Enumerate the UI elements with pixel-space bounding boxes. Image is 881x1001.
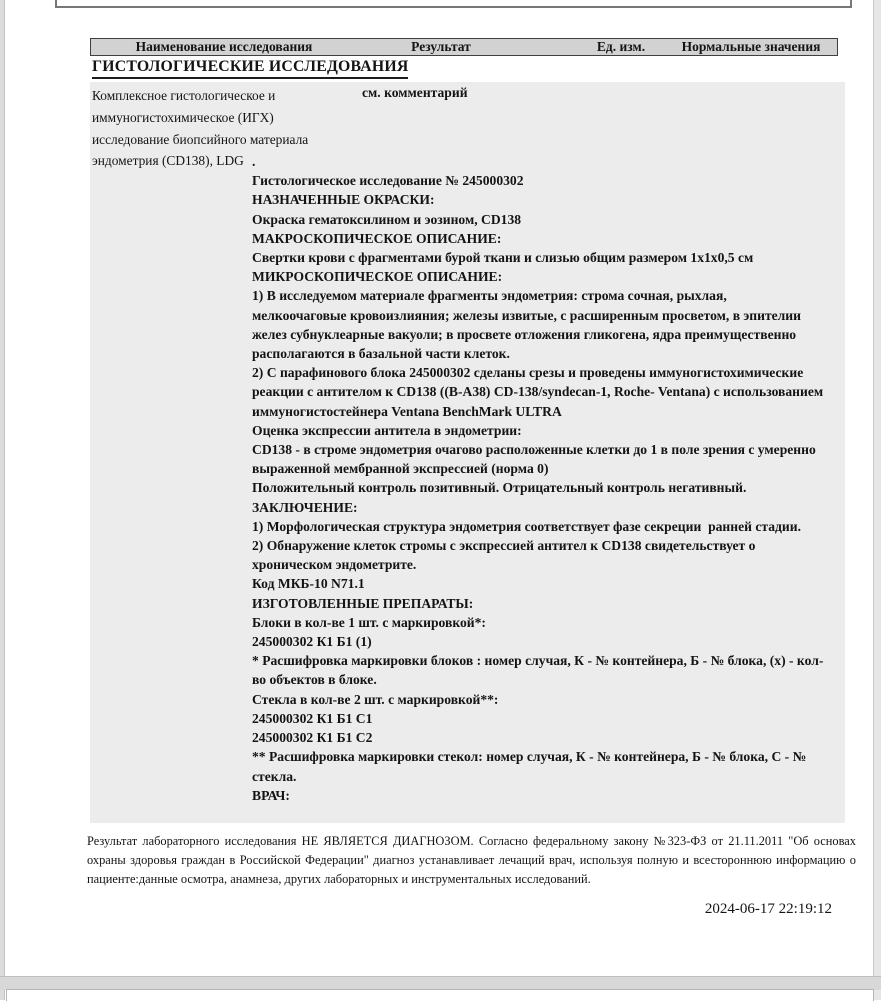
comment-line: 245000302 К1 Б1 С2 [252, 730, 373, 746]
section-title: ГИСТОЛОГИЧЕСКИЕ ИССЛЕДОВАНИЯ [92, 58, 408, 79]
comment-line: CD138 - в строме эндометрия очагово расположенные клетки до 1 в поле зрения с умеренно выраженной мембранной экспрессией (норма 0) [252, 442, 820, 477]
column-header-result: Результат [411, 39, 471, 54]
comment-line: МИКРОСКОПИЧЕСКОЕ ОПИСАНИЕ: [252, 269, 503, 285]
comment-line: Стекла в кол-ве 2 шт. с маркировкой**: [252, 691, 499, 707]
comment-line: Гистологическое исследование № 245000302 [252, 173, 524, 189]
test-name-line: иммуногистохимическое (ИГХ) [92, 109, 274, 125]
previous-table-remnant [55, 0, 852, 8]
test-name-line: Комплексное гистологическое и [92, 88, 276, 103]
comment-line: Код МКБ-10 N71.1 [252, 576, 365, 592]
comment-line: Положительный контроль позитивный. Отрицательный контроль негативный. [252, 480, 747, 496]
viewer-edge-left [0, 0, 5, 1000]
comment-line: Окраска гематоксилином и эозином, CD138 [252, 211, 522, 227]
comment-line: Блоки в кол-ве 1 шт. с маркировкой*: [252, 614, 486, 630]
comment-line: 1) Морфологическая структура эндометрия соответствует фазе секреции ранней стадии. [252, 518, 801, 534]
results-table-header [90, 38, 838, 56]
comment-line: ЗАКЛЮЧЕНИЕ: [252, 499, 358, 515]
report-timestamp: 2024-06-17 22:19:12 [704, 901, 832, 917]
column-header-test-name: Наименование исследования [135, 39, 313, 54]
comment-line: * Расшифровка маркировки блоков : номер случая, К - № контейнера, Б - № блока, (х) - кол-во объектов в блоке. [252, 653, 824, 688]
result-block [90, 82, 845, 823]
comment-dot: . [252, 154, 256, 169]
comment-line: 2) С парафинового блока 245000302 сделаны срезы и проведены иммуногистохимические реакции с антителом к CD138 ((B-A38) CD-138/syndecan-1, Roche- Ventana) с использованием иммуногистостейнера Ventana BenchMark ULTRA [252, 365, 830, 419]
comment-line: 2) Обнаружение клеток стромы с экспрессией антител к CD138 свидетельствует о хроническом эндометрите. [252, 538, 759, 573]
test-result: см. комментарий [362, 85, 468, 100]
comment-block [252, 152, 830, 805]
footer-disclaimer: Результат лабораторного исследования НЕ ЯВЛЯЕТСЯ ДИАГНОЗОМ. Согласно федеральному закону №323-ФЗ от 21.11.2011 "Об основах охраны здоровья граждан в Российской Федерации" диагноз устанавливает лечащий врач, используя полную и всестороннюю информацию о пациенте:данные осмотра, анамнеза, других лабораторных и инструментальных исследований. [87, 834, 856, 886]
comment-line: ** Расшифровка маркировки стекол: номер случая, К - № контейнера, Б - № блока, С - № стекла. [252, 749, 810, 784]
column-header-units: Ед. изм. [596, 39, 646, 54]
comment-line: ВРАЧ: [252, 787, 290, 803]
comment-paragraphs [252, 171, 830, 805]
comment-line: 245000302 К1 Б1 (1) [252, 634, 372, 650]
test-name-line: эндометрия (CD138), LDG [92, 153, 244, 169]
column-header-normal-values: Нормальные значения [681, 39, 821, 54]
viewer-edge-right [873, 0, 881, 1000]
comment-line: МАКРОСКОПИЧЕСКОЕ ОПИСАНИЕ: [252, 230, 502, 246]
comment-line: 1) В исследуемом материале фрагменты эндометрия: строма сочная, рыхлая, мелкоочаговые кровоизлияния; железы извитые, с расширенным просветом, в эпителии желез субнуклеарные вакуоли; в просвете отложения гликогена, ядра преимущественно располагаются в базальной части клеток. [252, 288, 805, 362]
comment-line: НАЗНАЧЕННЫЕ ОКРАСКИ: [252, 192, 435, 208]
test-name-line: исследование биопсийного материала [92, 131, 309, 147]
next-page-edge [6, 989, 874, 1001]
comment-line: Оценка экспрессии антитела в эндометрии: [252, 422, 522, 438]
page-gap [0, 976, 881, 990]
comment-line: 245000302 К1 Б1 С1 [252, 710, 373, 726]
comment-line: ИЗГОТОВЛЕННЫЕ ПРЕПАРАТЫ: [252, 595, 474, 611]
comment-line: Свертки крови с фрагментами бурой ткани и слизью общим размером 1х1х0,5 см [252, 250, 754, 266]
